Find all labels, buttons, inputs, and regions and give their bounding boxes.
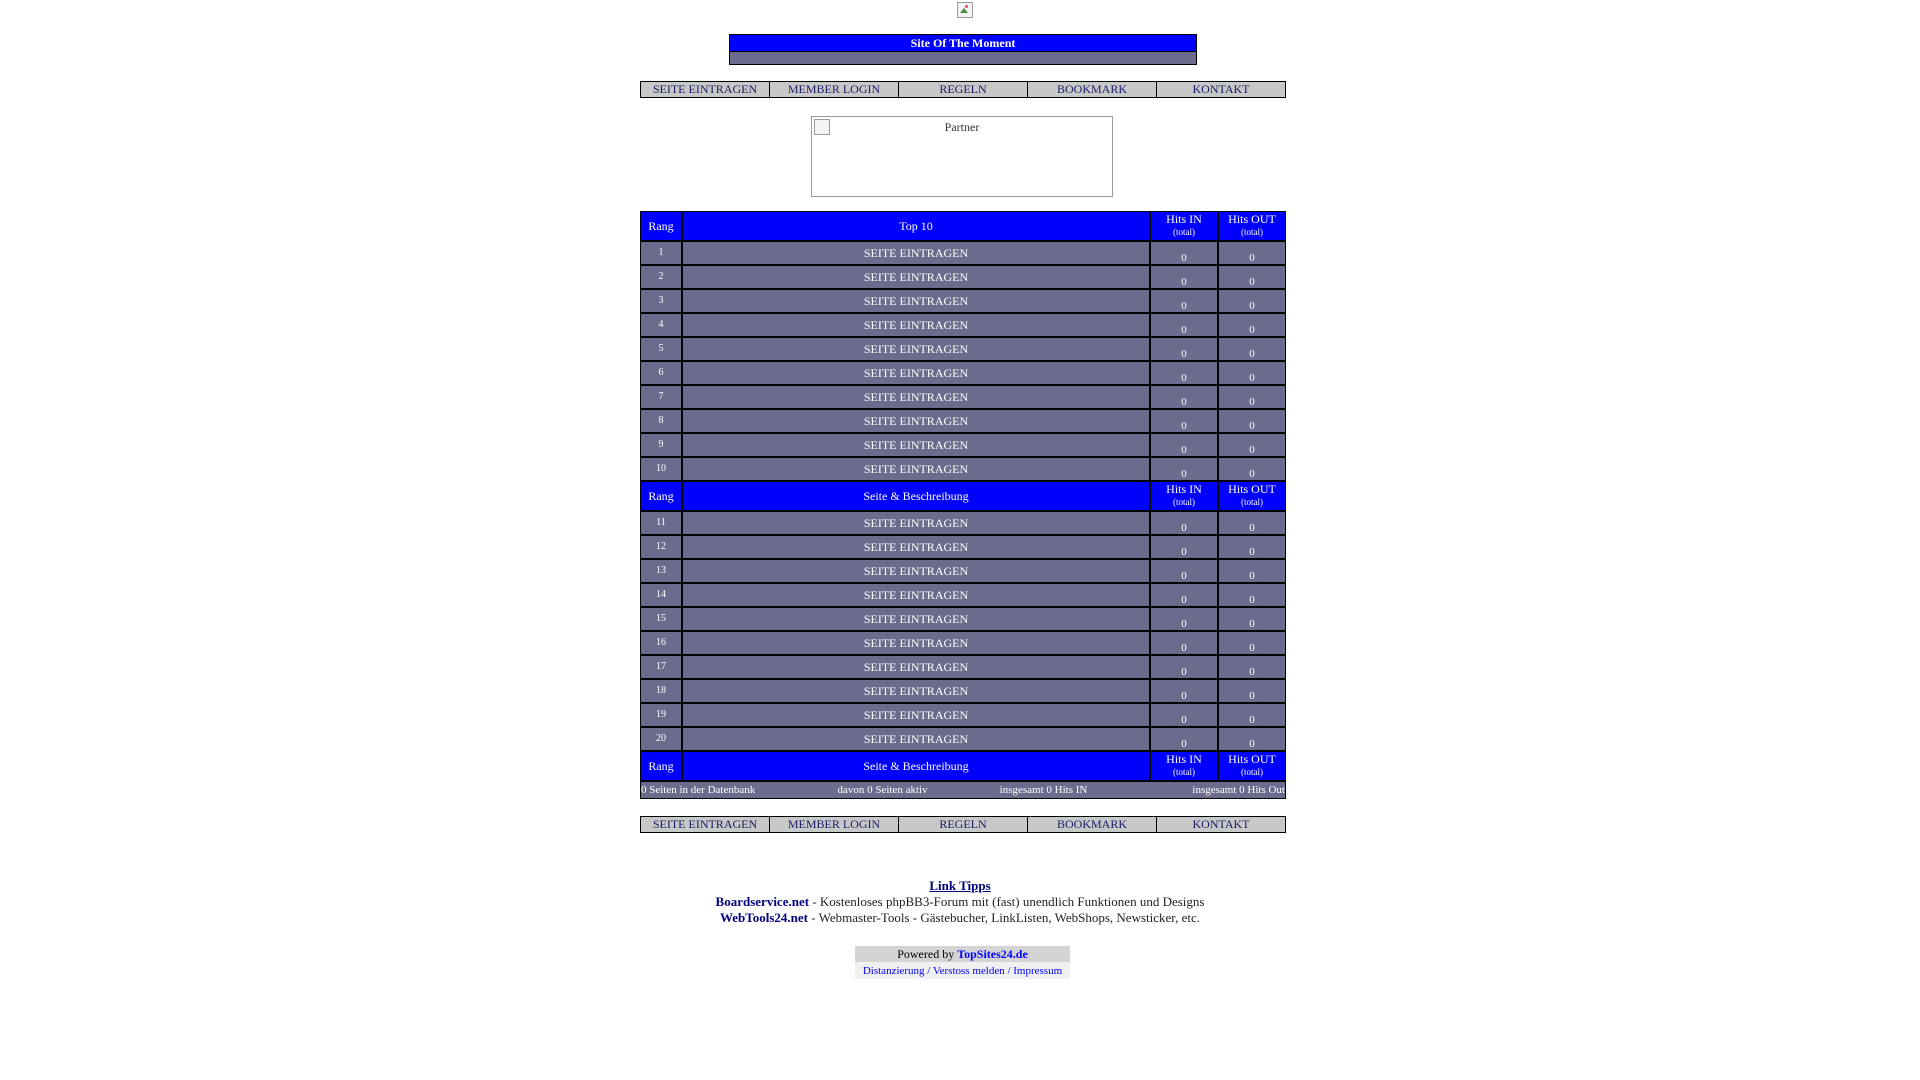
ranking-table	[640, 211, 1286, 799]
bottom-navigation	[640, 816, 1286, 833]
row-hits-out: 0	[1217, 584, 1285, 606]
nav-bookmark[interactable]: BOOKMARK	[1028, 817, 1157, 832]
link-tip-boardservice[interactable]: Boardservice.net	[715, 894, 810, 909]
row-hits-in: 0	[1149, 290, 1217, 312]
link-tips-title: Link Tipps	[929, 878, 991, 893]
row-site-link[interactable]: SEITE EINTRAGEN	[681, 584, 1149, 606]
table-row	[641, 360, 1285, 384]
row-hits-in: 0	[1149, 434, 1217, 456]
row-hits-in: 0	[1149, 314, 1217, 336]
row-rank: 5	[641, 338, 681, 360]
row-rank: 11	[641, 512, 681, 534]
row-hits-out: 0	[1217, 362, 1285, 384]
row-hits-out: 0	[1217, 656, 1285, 678]
stats-hits-out: insgesamt 0 Hits Out	[1192, 784, 1285, 796]
row-hits-out: 0	[1217, 338, 1285, 360]
header-rank: Rang	[641, 482, 681, 510]
partner-alt-text: Partner	[944, 120, 980, 134]
row-hits-out: 0	[1217, 728, 1285, 750]
row-hits-out: 0	[1217, 314, 1285, 336]
header-hits-in	[1149, 212, 1217, 240]
table-row	[641, 510, 1285, 534]
link-tip-desc: - Kostenloses phpBB3-Forum mit (fast) unendlich Funktionen und Designs	[809, 894, 1205, 909]
table-row	[641, 432, 1285, 456]
row-hits-in: 0	[1149, 458, 1217, 480]
nav-seite-eintragen[interactable]: SEITE EINTRAGEN	[641, 82, 770, 97]
row-site-link[interactable]: SEITE EINTRAGEN	[681, 314, 1149, 336]
row-rank: 18	[641, 680, 681, 702]
row-hits-out: 0	[1217, 536, 1285, 558]
row-hits-in: 0	[1149, 512, 1217, 534]
table-row	[641, 702, 1285, 726]
nav-regeln[interactable]: REGELN	[899, 817, 1028, 832]
row-rank: 4	[641, 314, 681, 336]
row-hits-out: 0	[1217, 242, 1285, 264]
link-tip-webtools[interactable]: WebTools24.net	[720, 910, 809, 925]
row-hits-out: 0	[1217, 290, 1285, 312]
row-site-link[interactable]: SEITE EINTRAGEN	[681, 362, 1149, 384]
nav-kontakt[interactable]: KONTAKT	[1192, 82, 1250, 96]
row-rank: 10	[641, 458, 681, 480]
row-hits-out: 0	[1217, 608, 1285, 630]
header-hits-in-label: Hits IN	[1166, 212, 1202, 226]
row-site-link[interactable]: SEITE EINTRAGEN	[681, 608, 1149, 630]
header-hits-out-label: Hits OUT	[1228, 212, 1276, 226]
site-logo-image[interactable]	[956, 1, 974, 19]
stats-hits-in: insgesamt 0 Hits IN	[999, 784, 1088, 796]
row-hits-out: 0	[1217, 512, 1285, 534]
row-site-link[interactable]: SEITE EINTRAGEN	[681, 704, 1149, 726]
nav-bookmark[interactable]: BOOKMARK	[1028, 82, 1157, 97]
nav-regeln[interactable]: REGELN	[899, 82, 1028, 97]
row-site-link[interactable]: SEITE EINTRAGEN	[681, 656, 1149, 678]
row-site-link[interactable]: SEITE EINTRAGEN	[681, 458, 1149, 480]
site-of-the-moment-title: Site Of The Moment	[730, 35, 1196, 51]
table-row	[641, 558, 1285, 582]
row-site-link[interactable]: SEITE EINTRAGEN	[681, 290, 1149, 312]
row-rank: 15	[641, 608, 681, 630]
row-hits-in: 0	[1149, 704, 1217, 726]
header-hits-in-label: Hits IN	[1166, 752, 1202, 766]
row-site-link[interactable]: SEITE EINTRAGEN	[681, 434, 1149, 456]
row-hits-out: 0	[1217, 410, 1285, 432]
nav-seite-eintragen[interactable]: SEITE EINTRAGEN	[641, 817, 770, 832]
row-rank: 19	[641, 704, 681, 726]
header-total-label: (total)	[1173, 767, 1195, 777]
table-row	[641, 456, 1285, 480]
row-site-link[interactable]: SEITE EINTRAGEN	[681, 560, 1149, 582]
header-title: Top 10	[681, 212, 1149, 240]
row-rank: 16	[641, 632, 681, 654]
row-site-link[interactable]: SEITE EINTRAGEN	[681, 266, 1149, 288]
link-tips	[0, 878, 1920, 926]
nav-kontakt[interactable]: KONTAKT	[1192, 817, 1250, 831]
row-rank: 20	[641, 728, 681, 750]
row-site-link[interactable]: SEITE EINTRAGEN	[681, 728, 1149, 750]
row-hits-in: 0	[1149, 266, 1217, 288]
site-of-the-moment-box	[729, 34, 1197, 65]
header-total-label: (total)	[1241, 227, 1263, 237]
header-title: Seite & Beschreibung	[681, 752, 1149, 780]
row-hits-out: 0	[1217, 458, 1285, 480]
row-rank: 12	[641, 536, 681, 558]
row-hits-in: 0	[1149, 242, 1217, 264]
header-total-label: (total)	[1173, 497, 1195, 507]
row-hits-in: 0	[1149, 728, 1217, 750]
header-hits-in	[1149, 482, 1217, 510]
table-row	[641, 630, 1285, 654]
link-tip-desc: - Webmaster-Tools - Gästebucher, LinkListen, WebShops, Newsticker, etc.	[808, 910, 1200, 925]
header-total-label: (total)	[1241, 497, 1263, 507]
table-row	[641, 288, 1285, 312]
table-header-top10	[641, 212, 1285, 240]
row-hits-in: 0	[1149, 536, 1217, 558]
table-row	[641, 606, 1285, 630]
link-tip-row	[0, 894, 1920, 910]
row-hits-in: 0	[1149, 362, 1217, 384]
table-header-rest	[641, 480, 1285, 510]
top10-rows	[641, 240, 1285, 480]
row-hits-in: 0	[1149, 338, 1217, 360]
header-hits-out	[1217, 212, 1285, 240]
footer-links-row	[855, 962, 1070, 979]
row-hits-out: 0	[1217, 560, 1285, 582]
row-hits-out: 0	[1217, 632, 1285, 654]
table-row	[641, 582, 1285, 606]
header-rank: Rang	[641, 212, 681, 240]
stats-in-database: 0 Seiten in der Datenbank	[641, 784, 756, 796]
row-hits-in: 0	[1149, 386, 1217, 408]
partner-banner[interactable]	[811, 116, 1113, 197]
table-row	[641, 654, 1285, 678]
link-tip-row	[0, 910, 1920, 926]
row-hits-out: 0	[1217, 704, 1285, 726]
row-site-link[interactable]: SEITE EINTRAGEN	[681, 632, 1149, 654]
row-rank: 7	[641, 386, 681, 408]
row-rank: 6	[641, 362, 681, 384]
row-site-link[interactable]: SEITE EINTRAGEN	[681, 386, 1149, 408]
row-hits-in: 0	[1149, 410, 1217, 432]
row-rank: 1	[641, 242, 681, 264]
powered-by-row	[855, 946, 1070, 962]
row-hits-out: 0	[1217, 434, 1285, 456]
broken-image-sun-icon	[965, 5, 968, 8]
powered-by-box	[855, 946, 1070, 979]
row-hits-in: 0	[1149, 608, 1217, 630]
row-site-link[interactable]: SEITE EINTRAGEN	[681, 512, 1149, 534]
row-site-link[interactable]: SEITE EINTRAGEN	[681, 338, 1149, 360]
row-rank: 8	[641, 410, 681, 432]
header-hits-in	[1149, 752, 1217, 780]
row-hits-in: 0	[1149, 560, 1217, 582]
header-total-label: (total)	[1173, 227, 1195, 237]
table-row	[641, 264, 1285, 288]
rest-rows	[641, 510, 1285, 750]
row-hits-in: 0	[1149, 680, 1217, 702]
table-row	[641, 336, 1285, 360]
row-rank: 17	[641, 656, 681, 678]
footer-legal-link[interactable]: Distanzierung / Verstoss melden / Impressum	[862, 965, 1063, 977]
row-hits-in: 0	[1149, 632, 1217, 654]
table-stats	[641, 780, 1285, 798]
header-total-label: (total)	[1241, 767, 1263, 777]
header-hits-in-label: Hits IN	[1166, 482, 1202, 496]
row-hits-out: 0	[1217, 680, 1285, 702]
table-row	[641, 312, 1285, 336]
topsites-link[interactable]: TopSites24.de	[957, 947, 1028, 961]
header-hits-out	[1217, 482, 1285, 510]
table-row	[641, 726, 1285, 750]
table-row	[641, 408, 1285, 432]
site-of-the-moment-content	[730, 51, 1196, 64]
row-site-link[interactable]: SEITE EINTRAGEN	[681, 242, 1149, 264]
nav-member-login[interactable]: MEMBER LOGIN	[770, 817, 899, 832]
top-navigation	[640, 81, 1286, 98]
row-site-link[interactable]: SEITE EINTRAGEN	[681, 680, 1149, 702]
header-title: Seite & Beschreibung	[681, 482, 1149, 510]
row-rank: 9	[641, 434, 681, 456]
row-rank: 2	[641, 266, 681, 288]
table-header-bottom	[641, 750, 1285, 780]
row-hits-out: 0	[1217, 386, 1285, 408]
table-row	[641, 678, 1285, 702]
table-row	[641, 240, 1285, 264]
stats-active: davon 0 Seiten aktiv	[837, 784, 928, 796]
row-rank: 14	[641, 584, 681, 606]
broken-image-hill-icon	[960, 8, 968, 13]
table-row	[641, 534, 1285, 558]
header-hits-out-label: Hits OUT	[1228, 752, 1276, 766]
powered-by-label: Powered by	[897, 947, 958, 961]
row-hits-out: 0	[1217, 266, 1285, 288]
row-rank: 13	[641, 560, 681, 582]
header-rank: Rang	[641, 752, 681, 780]
row-rank: 3	[641, 290, 681, 312]
header-hits-out	[1217, 752, 1285, 780]
table-row	[641, 384, 1285, 408]
row-hits-in: 0	[1149, 656, 1217, 678]
row-site-link[interactable]: SEITE EINTRAGEN	[681, 536, 1149, 558]
row-site-link[interactable]: SEITE EINTRAGEN	[681, 410, 1149, 432]
nav-member-login[interactable]: MEMBER LOGIN	[770, 82, 899, 97]
header-hits-out-label: Hits OUT	[1228, 482, 1276, 496]
row-hits-in: 0	[1149, 584, 1217, 606]
